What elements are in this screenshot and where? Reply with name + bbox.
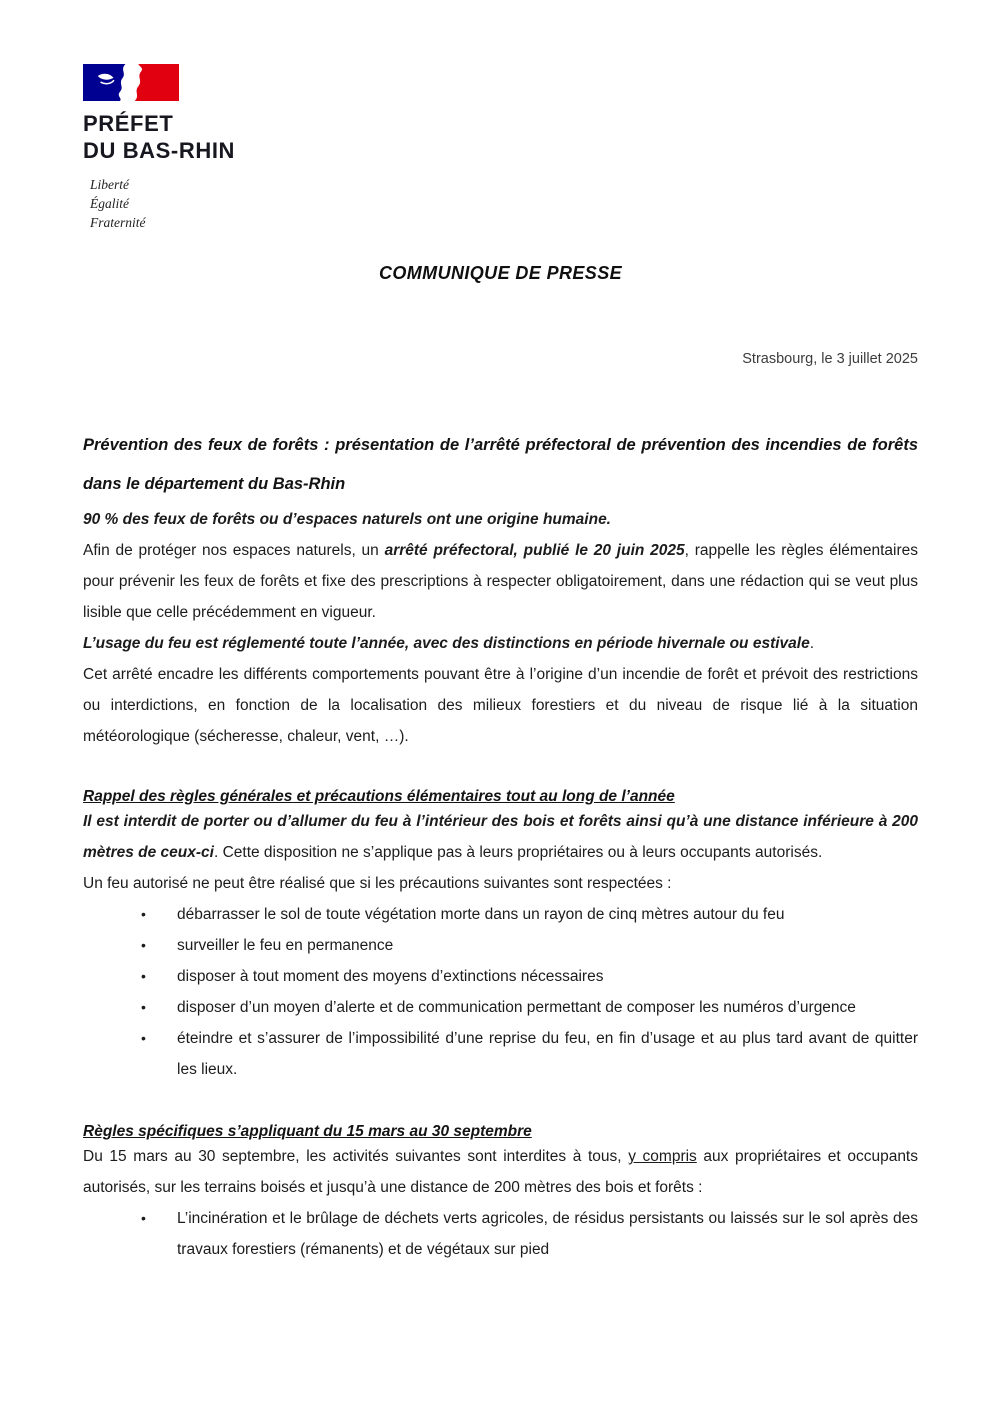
bullet-icon: • bbox=[141, 906, 146, 922]
text-run: aux propriétaires et occupants autorisés, sur les terrains boisés et jusqu’à une distance de 200 mètres des bois et forêts : bbox=[83, 1148, 918, 1196]
logo-department-line: DU BAS-RHIN bbox=[83, 138, 236, 163]
bullet-icon: • bbox=[141, 1210, 146, 1226]
list-item-text: éteindre et s’assurer de l’impossibilité d’une reprise du feu, en fin d’usage et au plus tard avant de quitter les lieux. bbox=[177, 1030, 918, 1078]
list-item bbox=[83, 992, 918, 1023]
usage-reglemente-line bbox=[83, 628, 918, 659]
precautions-intro-line: Un feu autorisé ne peut être réalisé que si les précautions suivantes sont respectées : bbox=[83, 875, 672, 892]
list-item-text: L’incinération et le brûlage de déchets verts agricoles, de résidus persistants ou laissés sur le sol après des travaux forestiers (rémanents) et de végétaux sur pied bbox=[177, 1210, 918, 1258]
text-run: , rappelle les règles élémentaires pour prévenir les feux de forêts et fixe des prescriptions à respecter obligatoirement, dans une rédaction qui se veut plus lisible que celle précédemment en vigueur. bbox=[83, 542, 918, 621]
dateline: Strasbourg, le 3 juillet 2025 bbox=[742, 351, 918, 367]
bullet-icon: • bbox=[141, 937, 146, 953]
underlined-text-run: y compris bbox=[628, 1148, 697, 1165]
statistic-line: 90 % des feux de forêts ou d’espaces naturels ont une origine humaine. bbox=[83, 511, 611, 528]
logo-prefet-line: PRÉFET bbox=[83, 111, 174, 136]
interdiction-paragraph bbox=[83, 806, 918, 868]
prefecture-logo bbox=[83, 0, 918, 232]
bold-text-run: Il est interdit de porter ou d’allumer du feu à l’intérieur des bois et forêts ainsi qu’à une distance inférieure à 200 mètres de ceux-ci bbox=[83, 813, 918, 861]
interdictions-periode-paragraph bbox=[83, 1141, 918, 1203]
list-item bbox=[83, 1203, 918, 1265]
logo-ministry-name bbox=[83, 110, 918, 164]
motto-fraternite: Fraternité bbox=[90, 215, 146, 230]
section-heading-specific-rules: Règles spécifiques s’appliquant du 15 mars au 30 septembre bbox=[83, 1123, 532, 1140]
bold-text-run: L’usage du feu est réglementé toute l’année, avec des distinctions en période hivernale ou estivale bbox=[83, 635, 810, 652]
text-run: . Cette disposition ne s’applique pas à leurs propriétaires ou à leurs occupants autorisés. bbox=[213, 844, 823, 861]
bullet-icon: • bbox=[141, 1030, 146, 1046]
list-item-text: surveiller le feu en permanence bbox=[177, 937, 394, 954]
arrete-description-paragraph: Cet arrêté encadre les différents comportements pouvant être à l’origine d’un incendie de forêt et prévoit des restrictions ou interdictions, en fonction de la localisation des milieux forestiers et du niveau de risque lié à la situation météorologique (sécheresse, chaleur, vent, …). bbox=[83, 666, 918, 745]
logo-motto bbox=[90, 175, 918, 232]
bullet-icon: • bbox=[141, 968, 146, 984]
text-run: Du 15 mars au 30 septembre, les activités suivantes sont interdites à tous, bbox=[83, 1148, 629, 1165]
list-item-text: disposer d’un moyen d’alerte et de communication permettant de composer les numéros d’urgence bbox=[177, 999, 856, 1016]
intro-paragraph bbox=[83, 535, 918, 628]
precautions-list bbox=[83, 899, 918, 1085]
main-title: Prévention des feux de forêts : présentation de l’arrêté préfectoral de prévention des incendies de forêts dans le département du Bas-Rhin bbox=[83, 436, 918, 493]
list-item bbox=[83, 899, 918, 930]
section-heading-general-rules: Rappel des règles générales et précautions élémentaires tout au long de l’année bbox=[83, 788, 675, 805]
list-item bbox=[83, 930, 918, 961]
list-item-text: disposer à tout moment des moyens d’extinctions nécessaires bbox=[177, 968, 604, 985]
forbidden-activities-list bbox=[83, 1203, 918, 1265]
list-item bbox=[83, 961, 918, 992]
motto-egalite: Égalité bbox=[90, 196, 129, 211]
document-type-heading: COMMUNIQUE DE PRESSE bbox=[378, 263, 623, 283]
text-run: . bbox=[809, 635, 815, 652]
list-item bbox=[83, 1023, 918, 1085]
text-run: Afin de protéger nos espaces naturels, un bbox=[83, 542, 385, 559]
bullet-icon: • bbox=[141, 999, 146, 1015]
motto-liberte: Liberté bbox=[90, 177, 129, 192]
bold-text-run: arrêté préfectoral, publié le 20 juin 2025 bbox=[384, 542, 685, 559]
french-flag-marianne-icon bbox=[83, 64, 179, 101]
list-item-text: débarrasser le sol de toute végétation morte dans un rayon de cinq mètres autour du feu bbox=[177, 906, 785, 923]
